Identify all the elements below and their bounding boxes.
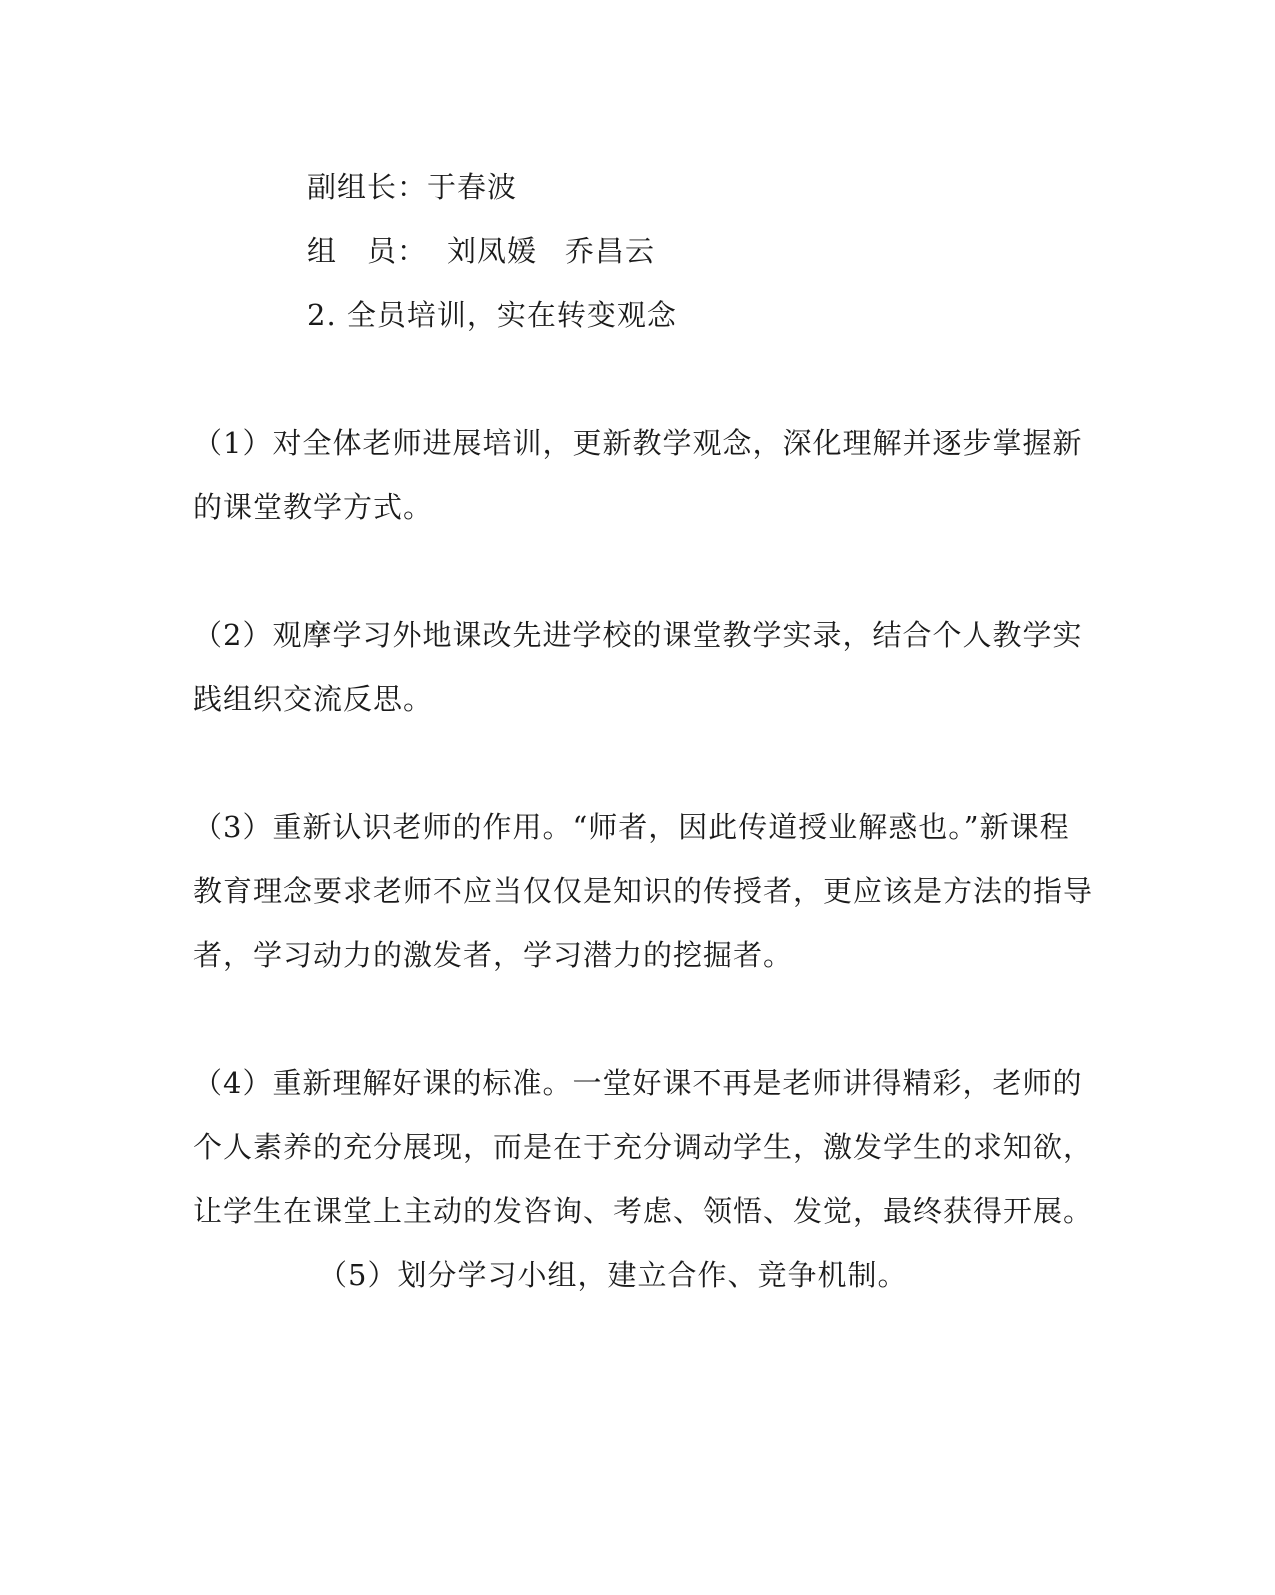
deputy-leader-line (307, 167, 517, 207)
members-line (307, 231, 655, 271)
item-3-line-3: 者，学习动力的激发者，学习潜力的挖掘者。 (193, 938, 794, 972)
item-5-line-1: （5）划分学习小组，建立合作、竞争机制。 (318, 1258, 908, 1292)
member-name-1: 刘凤媛 (447, 234, 538, 268)
item-4-line-2: 个人素养的充分展现，而是在于充分调动学生，激发学生的求知欲， (193, 1130, 1094, 1164)
item-2-line-1: （2）观摩学习外地课改先进学校的课堂教学实录，结合个人教学实 (193, 618, 1083, 652)
item-4-line-1: （4）重新理解好课的标准。一堂好课不再是老师讲得精彩，老师的 (193, 1066, 1083, 1100)
item-1-line-2: 的课堂教学方式。 (193, 490, 434, 524)
deputy-leader-label: 副组长： (307, 170, 428, 204)
item-3-line-2: 教育理念要求老师不应当仅仅是知识的传授者，更应该是方法的指导 (193, 874, 1094, 908)
item-1-line-1: （1）对全体老师进展培训，更新教学观念，深化理解并逐步掌握新 (193, 426, 1083, 460)
members-label-first: 组 (307, 234, 338, 268)
deputy-leader-name: 于春波 (427, 170, 518, 204)
item-4-line-3: 让学生在课堂上主动的发咨询、考虑、领悟、发觉，最终获得开展。 (193, 1194, 1094, 1228)
item-2-line-2: 践组织交流反思。 (193, 682, 434, 716)
member-name-2: 乔昌云 (565, 234, 656, 268)
item-3-line-1: （3）重新认识老师的作用。“师者，因此传道授业解惑也。”新课程 (193, 810, 1070, 844)
section-heading: 2. 全员培训，实在转变观念 (307, 298, 677, 332)
members-label-second: 员： (367, 234, 428, 268)
